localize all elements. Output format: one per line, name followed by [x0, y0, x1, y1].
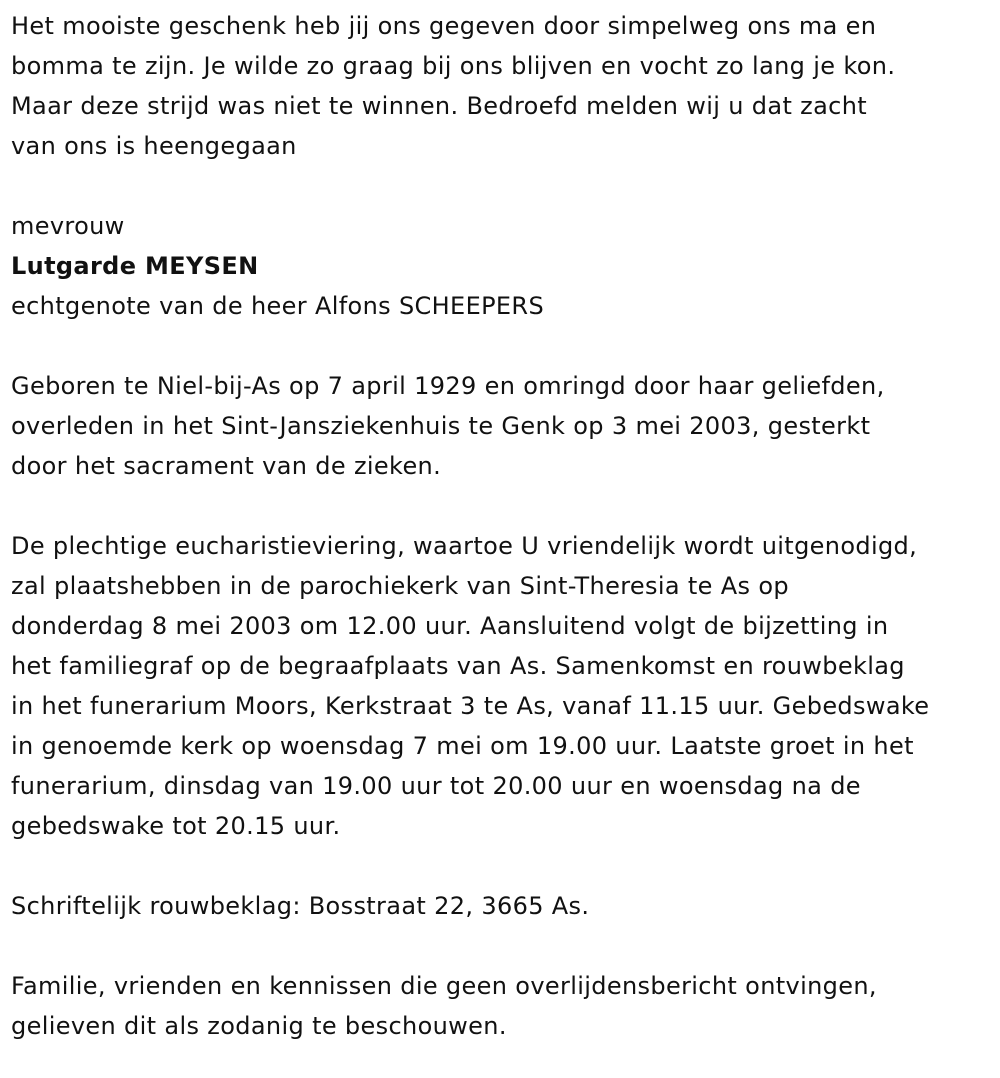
- birth-death-paragraph: [11, 366, 1000, 486]
- intro-line: bomma te zijn. Je wilde zo graag bij ons blijven en vocht zo lang je kon.: [11, 52, 896, 80]
- deceased-spouse: echtgenote van de heer Alfons SCHEEPERS: [11, 292, 545, 320]
- ceremony-line: het familiegraf op de begraafplaats van As. Samenkomst en rouwbeklag: [11, 652, 905, 680]
- closing-line: gelieven dit als zodanig te beschouwen.: [11, 1012, 507, 1040]
- birth-death-line: Geboren te Niel-bij-As op 7 april 1929 en omringd door haar geliefden,: [11, 372, 885, 400]
- paragraph-gap: [11, 166, 1000, 206]
- ceremony-line: in genoemde kerk op woensdag 7 mei om 19.00 uur. Laatste groet in het: [11, 732, 914, 760]
- deceased-block: [11, 206, 1000, 326]
- closing-line: Familie, vrienden en kennissen die geen overlijdensbericht ontvingen,: [11, 972, 877, 1000]
- birth-death-line: door het sacrament van de zieken.: [11, 452, 442, 480]
- intro-line: van ons is heengegaan: [11, 132, 297, 160]
- paragraph-gap: [11, 926, 1000, 966]
- ceremony-line: in het funerarium Moors, Kerkstraat 3 te As, vanaf 11.15 uur. Gebedswake: [11, 692, 930, 720]
- ceremony-line: De plechtige eucharistieviering, waartoe U vriendelijk wordt uitgenodigd,: [11, 532, 918, 560]
- paragraph-gap: [11, 486, 1000, 526]
- paragraph-gap: [11, 846, 1000, 886]
- ceremony-line: gebedswake tot 20.15 uur.: [11, 812, 341, 840]
- birth-death-line: overleden in het Sint-Jansziekenhuis te Genk op 3 mei 2003, gesterkt: [11, 412, 871, 440]
- ceremony-line: zal plaatshebben in de parochiekerk van Sint-Theresia te As op: [11, 572, 789, 600]
- ceremony-paragraph: [11, 526, 1000, 846]
- deceased-name: Lutgarde MEYSEN: [11, 252, 259, 280]
- ceremony-line: donderdag 8 mei 2003 om 12.00 uur. Aansluitend volgt de bijzetting in: [11, 612, 889, 640]
- condolence-paragraph: [11, 886, 1000, 926]
- intro-line: Maar deze strijd was niet te winnen. Bedroefd melden wij u dat zacht: [11, 92, 868, 120]
- deceased-title: mevrouw: [11, 212, 125, 240]
- ceremony-line: funerarium, dinsdag van 19.00 uur tot 20.00 uur en woensdag na de: [11, 772, 861, 800]
- intro-line: Het mooiste geschenk heb jij ons gegeven door simpelweg ons ma en: [11, 12, 877, 40]
- paragraph-gap: [11, 326, 1000, 366]
- condolence-address: Schriftelijk rouwbeklag: Bosstraat 22, 3665 As.: [11, 892, 590, 920]
- closing-paragraph: [11, 966, 1000, 1046]
- intro-paragraph: [11, 6, 1000, 166]
